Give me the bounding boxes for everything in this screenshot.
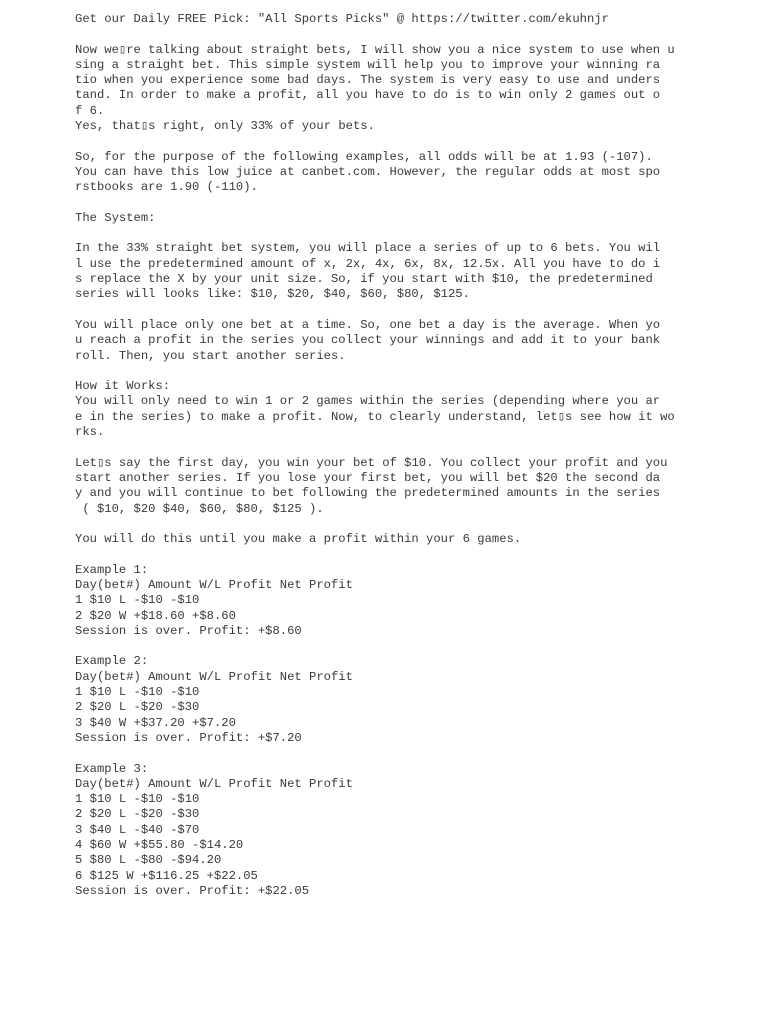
until-line: You will do this until you make a profit within your 6 games.	[75, 532, 522, 547]
text-line: u reach a profit in the series you collect your winnings and add it to your bank	[75, 333, 661, 348]
text-line: So, for the purpose of the following examples, all odds will be at 1.93 (-107).	[75, 149, 653, 164]
text-line: rks.	[75, 425, 105, 440]
how-it-works-paragraph	[75, 379, 735, 440]
document-page	[75, 12, 735, 899]
intro-paragraph	[75, 43, 735, 135]
example-table-header: Day(bet#) Amount W/L Profit Net Profit	[75, 577, 353, 592]
first-day-paragraph	[75, 456, 735, 517]
example-row: 2 $20 L -$20 -$30	[75, 807, 200, 822]
text-line: You will only need to win 1 or 2 games within the series (depending where you ar	[75, 394, 661, 409]
text-line: start another series. If you lose your first bet, you will bet $20 the second da	[75, 470, 661, 485]
system-paragraph	[75, 241, 735, 302]
text-line: roll. Then, you start another series.	[75, 348, 346, 363]
example-table-header: Day(bet#) Amount W/L Profit Net Profit	[75, 669, 353, 684]
text-line: Let▯s say the first day, you win your bet of $10. You collect your profit and you	[75, 455, 668, 470]
system-heading: The System:	[75, 210, 156, 225]
example-row: 1 $10 L -$10 -$10	[75, 593, 200, 608]
text-line: y and you will continue to bet following the predetermined amounts in the series	[75, 486, 661, 501]
text-line: You can have this low juice at canbet.com. However, the regular odds at most spo	[75, 164, 661, 179]
text-line: s replace the X by your unit size. So, if you start with $10, the predetermined	[75, 272, 653, 287]
example-table-header: Day(bet#) Amount W/L Profit Net Profit	[75, 776, 353, 791]
text-line: f 6.	[75, 103, 105, 118]
example-row: 6 $125 W +$116.25 +$22.05	[75, 868, 258, 883]
text-line: Yes, that▯s right, only 33% of your bets.	[75, 119, 375, 134]
example-result: Session is over. Profit: +$8.60	[75, 623, 302, 638]
text-line: l use the predetermined amount of x, 2x, 4x, 6x, 8x, 12.5x. All you have to do i	[75, 256, 661, 271]
example-row: 3 $40 L -$40 -$70	[75, 822, 200, 837]
text-line: e in the series) to make a profit. Now, to clearly understand, let▯s see how it wo	[75, 409, 675, 424]
text-line: series will looks like: $10, $20, $40, $60, $80, $125.	[75, 287, 470, 302]
text-line: ( $10, $20 $40, $60, $80, $125 ).	[75, 501, 324, 516]
example-heading: Example 2:	[75, 654, 149, 669]
odds-paragraph	[75, 150, 735, 196]
text-line: You will place only one bet at a time. So, one bet a day is the average. When yo	[75, 317, 661, 332]
text-line: Now we▯re talking about straight bets, I will show you a nice system to use when u	[75, 42, 675, 57]
text-line: tio when you experience some bad days. The system is very easy to use and unders	[75, 73, 661, 88]
header-line: Get our Daily FREE Pick: "All Sports Picks" @ https://twitter.com/ekuhnjr	[75, 12, 609, 26]
example-result: Session is over. Profit: +$7.20	[75, 730, 302, 745]
example-heading: Example 1:	[75, 562, 149, 577]
example-3	[75, 762, 735, 900]
text-line: sing a straight bet. This simple system will help you to improve your winning ra	[75, 57, 661, 72]
example-row: 2 $20 W +$18.60 +$8.60	[75, 608, 236, 623]
text-line: In the 33% straight bet system, you will place a series of up to 6 bets. You wil	[75, 241, 661, 256]
example-2	[75, 654, 735, 746]
example-row: 1 $10 L -$10 -$10	[75, 685, 200, 700]
example-row: 1 $10 L -$10 -$10	[75, 792, 200, 807]
how-it-works-heading: How it Works:	[75, 379, 171, 394]
example-row: 3 $40 W +$37.20 +$7.20	[75, 715, 236, 730]
example-row: 4 $60 W +$55.80 -$14.20	[75, 838, 244, 853]
example-heading: Example 3:	[75, 761, 149, 776]
example-row: 2 $20 L -$20 -$30	[75, 700, 200, 715]
text-line: rstbooks are 1.90 (-110).	[75, 180, 258, 195]
text-line: tand. In order to make a profit, all you have to do is to win only 2 games out o	[75, 88, 661, 103]
example-result: Session is over. Profit: +$22.05	[75, 883, 310, 898]
one-bet-paragraph	[75, 318, 735, 364]
example-row: 5 $80 L -$80 -$94.20	[75, 853, 222, 868]
example-1	[75, 563, 735, 639]
